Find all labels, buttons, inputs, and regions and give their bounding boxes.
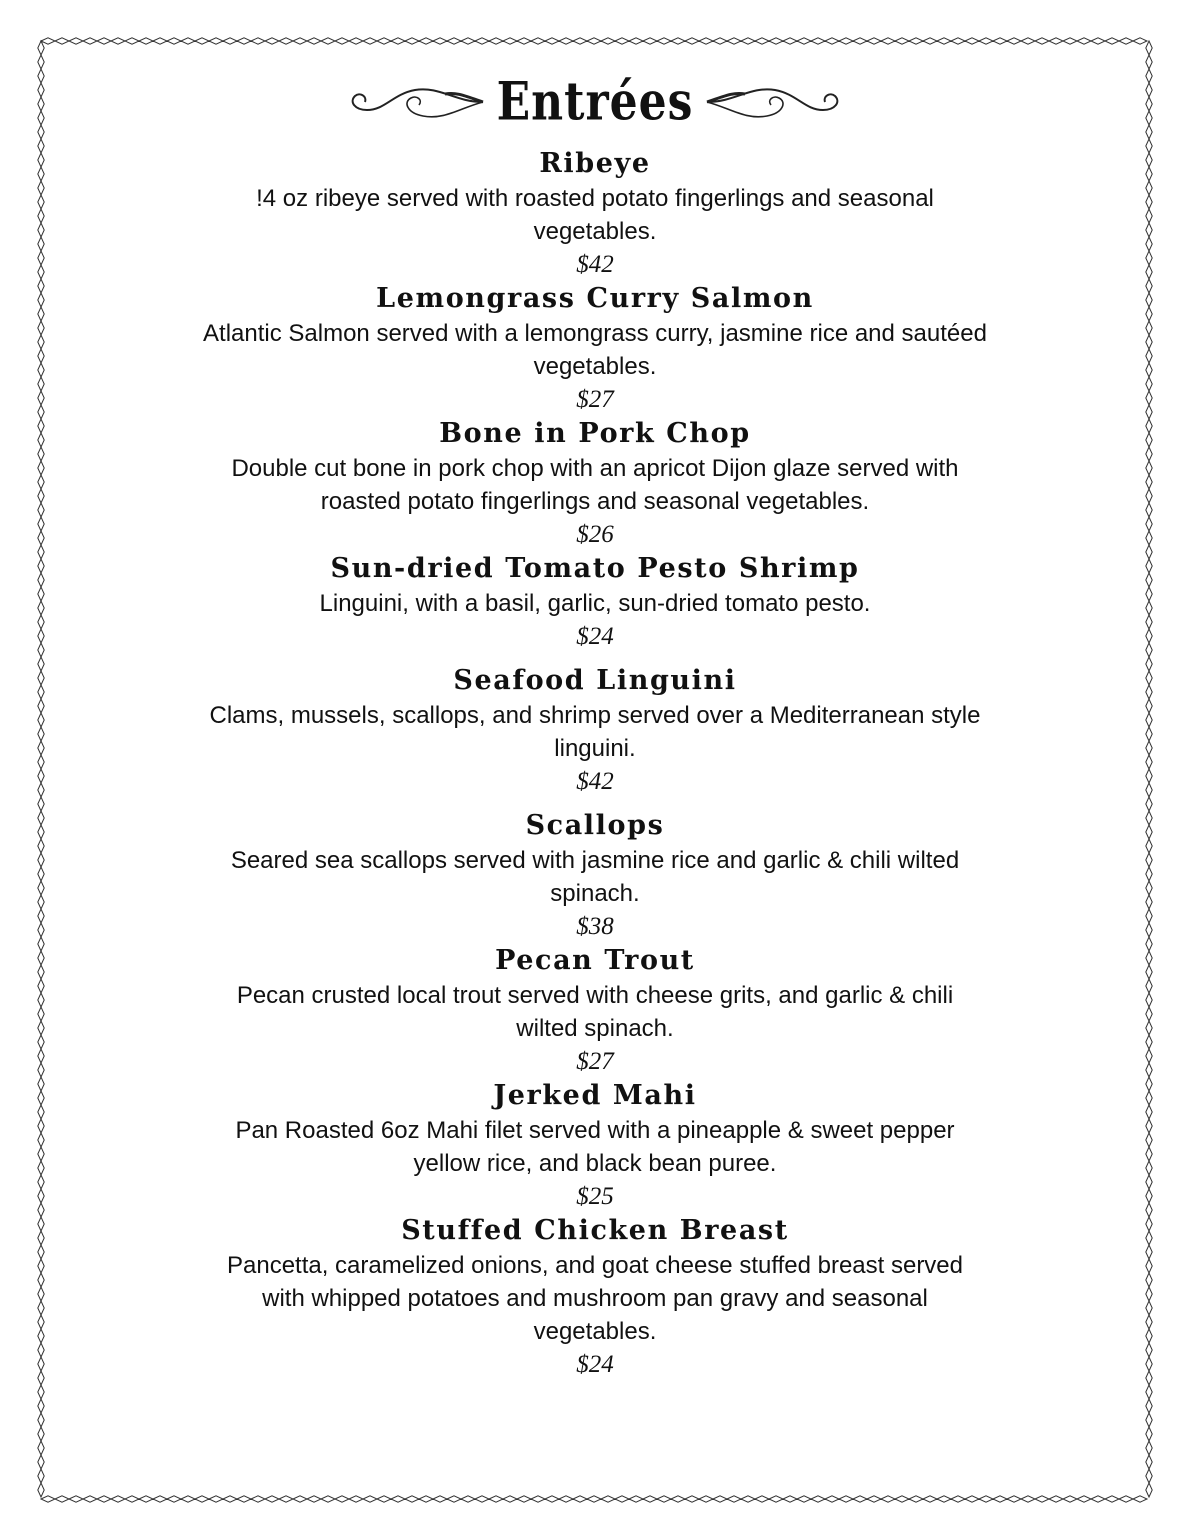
menu-item-ribeye xyxy=(195,146,995,281)
menu-item-pesto-shrimp xyxy=(195,551,995,653)
item-name: Seafood Linguini xyxy=(453,665,737,696)
item-name: Pecan Trout xyxy=(495,945,695,976)
item-description: Linguini, with a basil, garlic, sun-dried tomato pesto. xyxy=(319,590,871,617)
item-description: !4 oz ribeye served with roasted potato fingerlings and seasonal vegetables. xyxy=(256,185,934,245)
item-price: $25 xyxy=(576,1183,614,1210)
menu-header xyxy=(0,70,1190,134)
item-price: $42 xyxy=(576,251,614,278)
item-name: Sun-dried Tomato Pesto Shrimp xyxy=(330,553,860,584)
item-name: Ribeye xyxy=(539,148,651,179)
item-price: $42 xyxy=(576,768,614,795)
item-description: Pancetta, caramelized onions, and goat cheese stuffed breast served with whipped potatoes and mushroom pan gravy and seasonal vegetables. xyxy=(226,1252,964,1345)
item-description: Clams, mussels, scallops, and shrimp served over a Mediterranean style linguini. xyxy=(209,702,981,762)
item-description: Seared sea scallops served with jasmine rice and garlic & chili wilted spinach. xyxy=(230,847,960,907)
menu-item-bone-in-pork-chop xyxy=(195,416,995,551)
item-name: Bone in Pork Chop xyxy=(439,418,751,449)
item-description: Double cut bone in pork chop with an apricot Dijon glaze served with roasted potato fingerlings and seasonal vegetables. xyxy=(231,455,959,515)
flourish-left-icon xyxy=(345,80,485,124)
entree-list xyxy=(195,146,995,1381)
item-price: $27 xyxy=(576,386,614,413)
item-name: Lemongrass Curry Salmon xyxy=(376,283,814,314)
menu-item-stuffed-chicken-breast xyxy=(195,1213,995,1381)
item-price: $26 xyxy=(576,521,614,548)
menu-item-seafood-linguini xyxy=(195,663,995,798)
item-description: Pan Roasted 6oz Mahi filet served with a pineapple & sweet pepper yellow rice, and black bean puree. xyxy=(235,1117,955,1177)
menu-item-jerked-mahi xyxy=(195,1078,995,1213)
item-price: $27 xyxy=(576,1048,614,1075)
flourish-right-icon xyxy=(705,80,845,124)
menu-item-scallops xyxy=(195,808,995,943)
item-name: Stuffed Chicken Breast xyxy=(401,1215,789,1246)
item-description: Pecan crusted local trout served with cheese grits, and garlic & chili wilted spinach. xyxy=(236,982,954,1042)
item-description: Atlantic Salmon served with a lemongrass curry, jasmine rice and sautéed vegetables. xyxy=(203,320,987,380)
item-price: $24 xyxy=(576,1351,614,1378)
page-title: Entrées xyxy=(496,71,694,133)
item-name: Scallops xyxy=(525,810,665,841)
menu-item-lemongrass-curry-salmon xyxy=(195,281,995,416)
item-price: $38 xyxy=(576,913,614,940)
item-name: Jerked Mahi xyxy=(493,1080,697,1111)
menu-item-pecan-trout xyxy=(195,943,995,1078)
item-price: $24 xyxy=(576,623,614,650)
